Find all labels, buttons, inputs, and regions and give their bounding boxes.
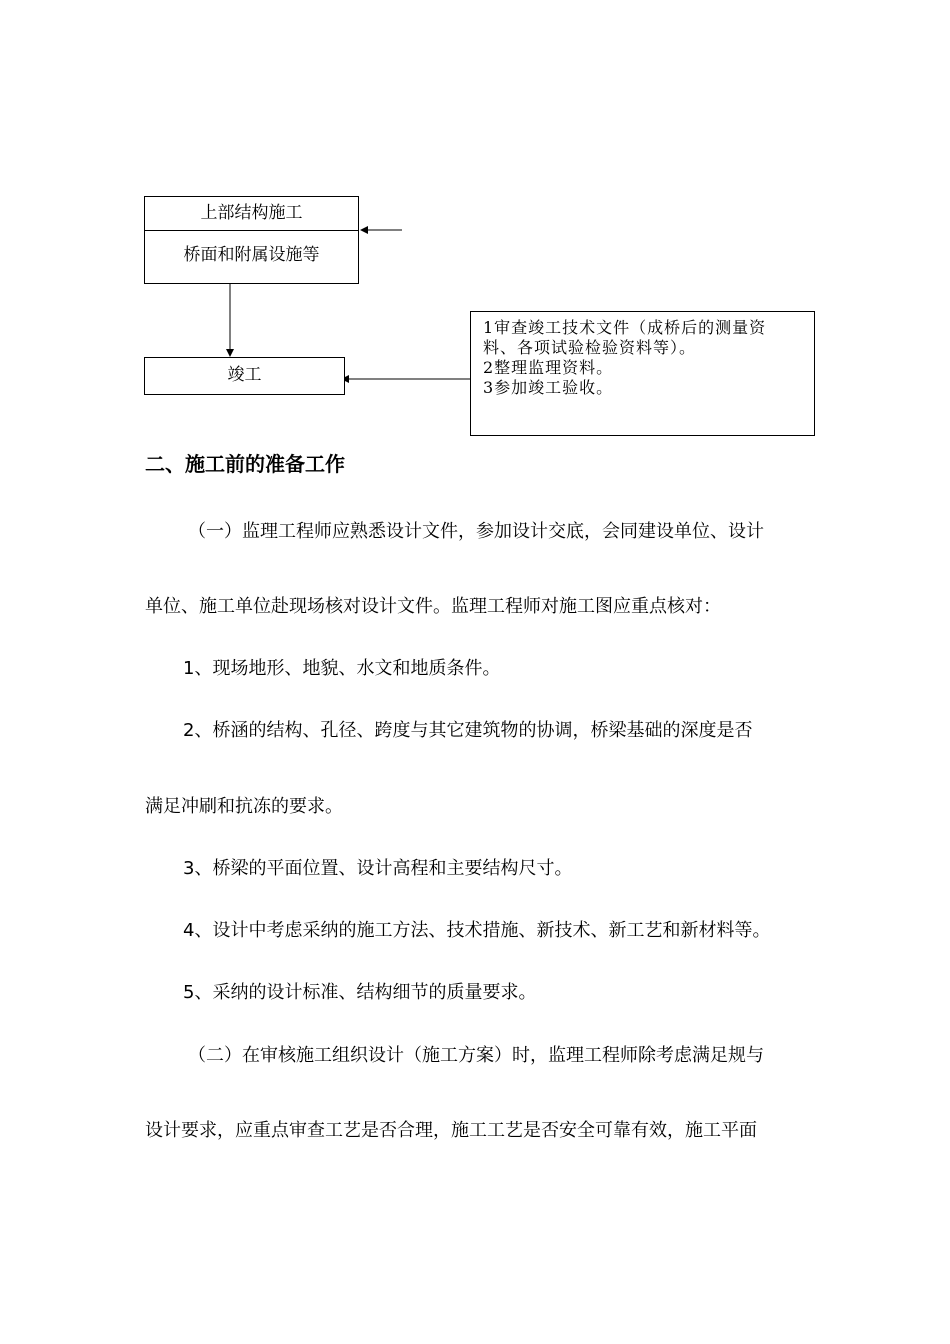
upper-structure-title: 上部结构施工 — [145, 197, 358, 231]
notes-line: 1审查竣工技术文件（成桥后的测量资 — [483, 318, 767, 337]
notes-line: 料、各项试验检验资料等）。 — [483, 338, 697, 357]
paragraph-line: 单位、施工单位赴现场核对设计文件。监理工程师对施工图应重点核对： — [145, 596, 721, 617]
list-item: 4、设计中考虑采纳的施工方法、技术措施、新技术、新工艺和新材料等。 — [183, 920, 771, 941]
paragraph-line: 设计要求，应重点审查工艺是否合理，施工工艺是否安全可靠有效，施工平面 — [145, 1120, 757, 1141]
paragraph-line: 满足冲刷和抗冻的要求。 — [145, 796, 343, 817]
completion-box: 竣工 — [144, 357, 345, 395]
list-item: 2、桥涵的结构、孔径、跨度与其它建筑物的协调，桥梁基础的深度是否 — [183, 720, 753, 741]
upper-structure-box — [144, 196, 359, 284]
deck-facilities-label: 桥面和附属设施等 — [183, 245, 320, 265]
section-heading: 二、施工前的准备工作 — [145, 452, 345, 476]
notes-line: 2整理监理资料。 — [483, 358, 614, 377]
list-item: 1、现场地形、地貌、水文和地质条件。 — [183, 658, 501, 679]
list-item: 3、桥梁的平面位置、设计高程和主要结构尺寸。 — [183, 858, 573, 879]
list-item: 5、采纳的设计标准、结构细节的质量要求。 — [183, 982, 537, 1003]
completion-notes-box — [470, 311, 815, 436]
paragraph-line: （一）监理工程师应熟悉设计文件，参加设计交底，会同建设单位、设计 — [188, 521, 764, 542]
paragraph-line: （二）在审核施工组织设计（施工方案）时，监理工程师除考虑满足规与 — [188, 1045, 764, 1066]
notes-line: 3参加竣工验收。 — [483, 378, 614, 397]
